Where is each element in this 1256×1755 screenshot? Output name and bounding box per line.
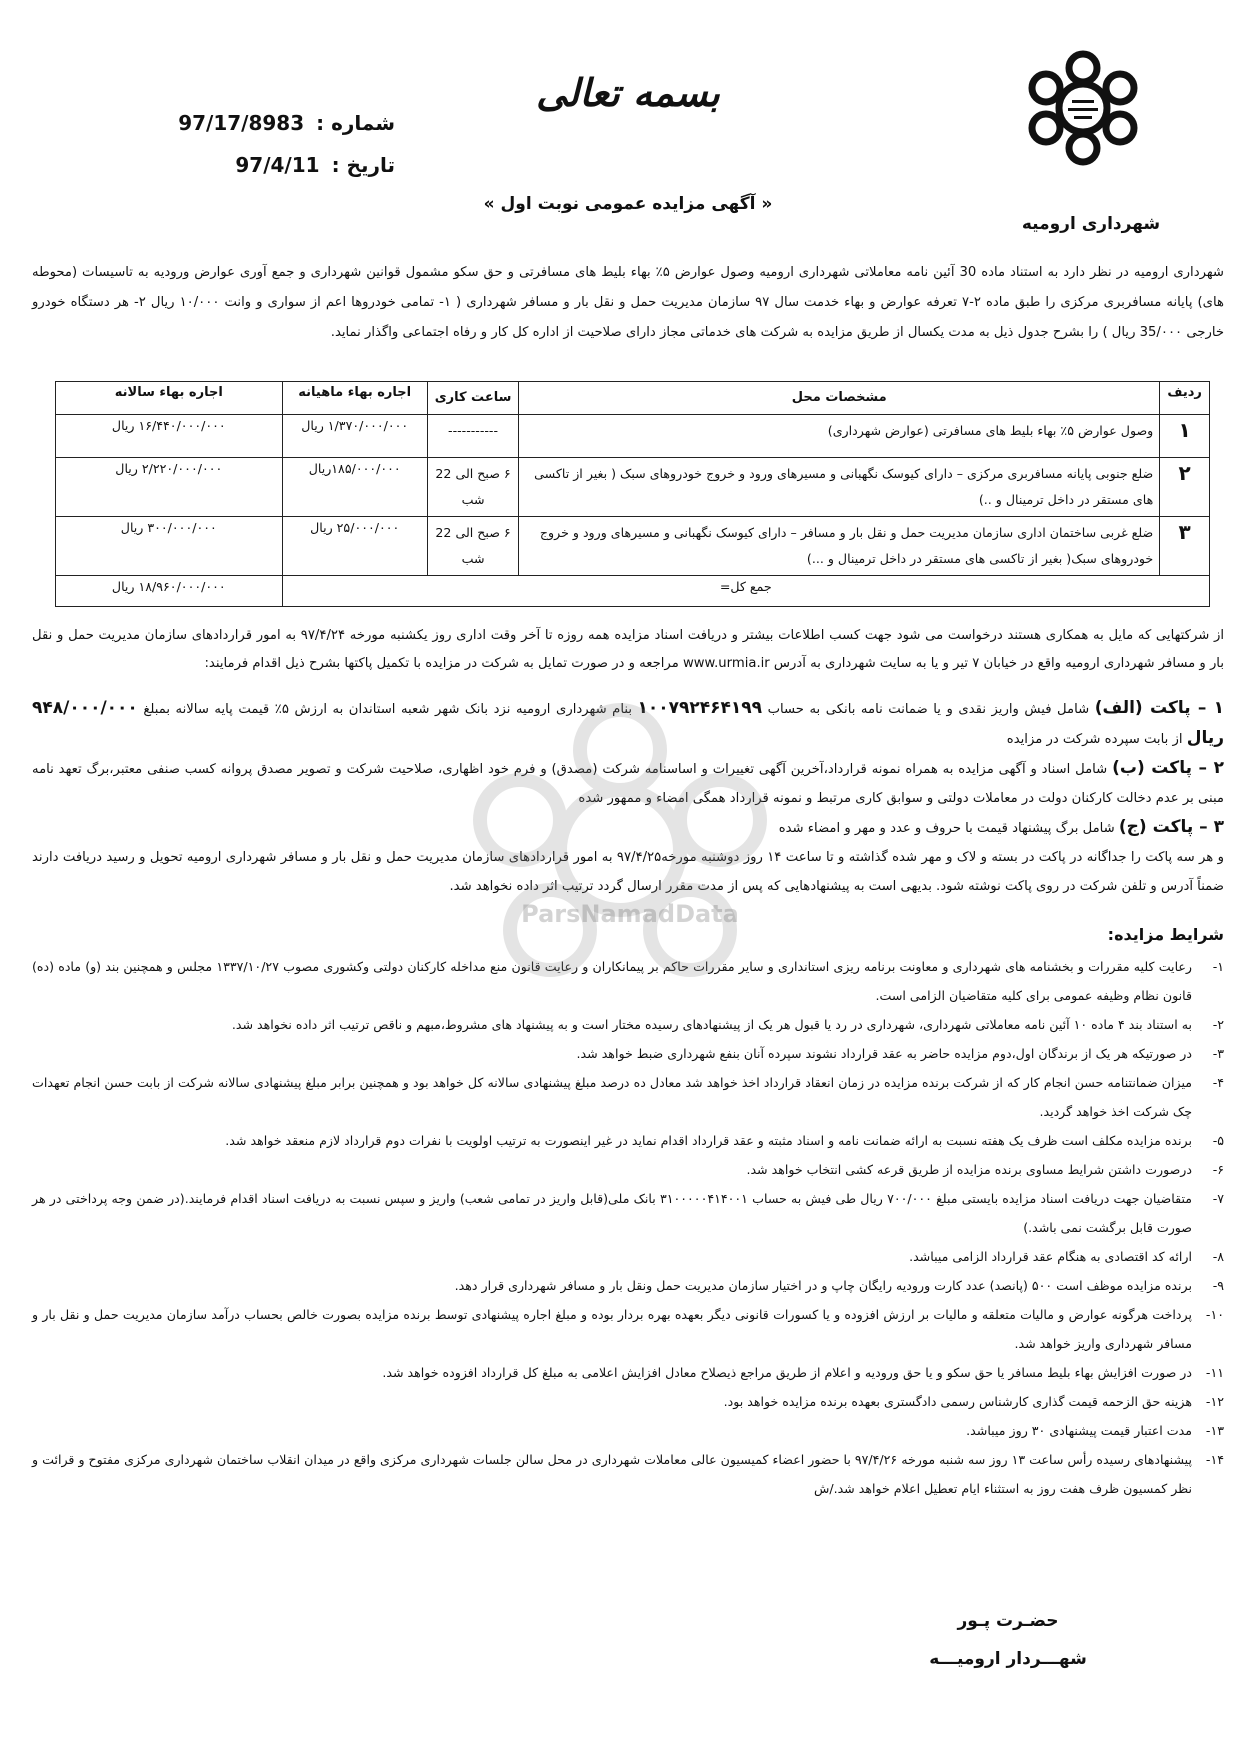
list-item [32,1242,1224,1271]
table-header-row [56,382,1210,415]
packet-c [32,813,1224,843]
item-text: پیشنهادهای رسیده رأس ساعت ۱۳ روز سه شنبه مورخه ۹۷/۴/۲۶ با حضور اعضاء کمیسیون عالی معاملات شهرداری در محل سالن جلسات شهرداری مرکزی واقع در میدان انقلاب ساختمان شهرداری مرکزی مفتوح و قرائت و نظر کمسیون ظرف هفت روز به استثناء ایام تعطیل اعلام خواهد شد./ش [32,1452,1192,1496]
invite-paragraph: از شرکتهایی که مایل به همکاری هستند درخواست می شود جهت کسب اطلاعات بیشتر و دریافت اسناد مزایده همه روزه تا آخر وقت اداری روز یکشنبه مورخه ۹۷/۴/۲۴ به امور قراردادهای سازمان مدیریت حمل و نقل بار و مسافر شهرداری ارومیه واقع در خیابان ۷ تیر و یا به سایت شهرداری به آدرس www.urmia.ir مراجعه و در صورت تمایل به شرکت در مزایده با تکمیل پاکتها بشرح ذیل اقدام فرمایند: [32,628,1224,671]
urmia-municipality-logo-icon [1028,48,1138,203]
item-num: ۱۲- [1205,1394,1224,1409]
row-monthly: ۲۵/۰۰۰/۰۰۰ ریال [282,517,427,576]
list-item [32,1445,1224,1503]
list-item [32,952,1224,1010]
signature-block [918,1602,1098,1678]
item-num: ۳- [1212,1046,1224,1061]
item-text: مدت اعتبار قیمت پیشنهادی ۳۰ روز میباشد. [966,1423,1192,1438]
watermark-text: ParsNamadData [521,900,739,928]
row-hours: ----------- [427,415,518,458]
item-num: ۱۳- [1205,1423,1224,1438]
list-item [32,1271,1224,1300]
conditions-title: شرایط مزایده: [1107,925,1224,944]
packet-b [32,754,1224,813]
list-item [32,1068,1224,1126]
packet-c-head: ۳ – پاکت (ج) [1118,817,1224,837]
row-monthly: ۱/۳۷۰/۰۰۰/۰۰۰ ریال [282,415,427,458]
item-num: ۹- [1212,1278,1224,1293]
item-num: ۸- [1212,1249,1224,1264]
row-desc: ضلع جنوبی پایانه مسافربری مرکزی – دارای کیوسک نگهبانی و مسیرهای ورود و خروج خودروهای سبک ( بغیر از تاکسی های مستقر در داخل ترمینال و ..) [519,458,1160,517]
list-item [32,1126,1224,1155]
row-num: ۲ [1160,458,1210,517]
item-text: به استناد بند ۴ ماده ۱۰ آئین نامه معاملاتی شهرداری، شهرداری در رد یا قبول هر یک از پیشنهادهای رسیده مختار است و به پیشنهاد های مشروط،مبهم و ناقص ترتیب اثر داده نخواهد شد. [231,1017,1192,1032]
table-row [56,458,1210,517]
item-text: هزینه حق الزحمه قیمت گذاری کارشناس رسمی دادگستری بعهده برنده مزایده خواهد بود. [723,1394,1192,1409]
item-num: ۲- [1212,1017,1224,1032]
intro-paragraph: شهرداری ارومیه در نظر دارد به استناد ماده 30 آئین نامه معاملاتی شهرداری ارومیه وصول عوارض ۵٪ بهاء بلیط های مسافرتی و حق سکو مشمول قوانین شهرداری و جمع آوری عوارض ورودیه به تاسیسات (محوطه های) پایانه مسافربری مرکزی را طبق ماده ۲-۷ تعرفه عوارض و بهاء خدمت سال ۹۷ سازمان مدیریت حمل و نقل بار و مسافر شهرداری ( ۱- تمامی خودروها اعم از سواری و وانت ۱۰/۰۰۰ ریال ۲- هر دستگاه خودرو خارجی 35/۰۰۰ ریال ) را بشرح جدول ذیل به مدت یکسال از طریق مزایده به شرکت های خدماتی مجاز دارای صلاحیت از اداره کل کار و رفاه اجتماعی واگذار نماید. [32,265,1224,340]
col-header-hours: ساعت کاری [427,382,518,415]
item-text: میزان ضمانتنامه حسن انجام کار که از شرکت برنده مزایده در زمان انعقاد قرارداد اخذ خواهد شد معادل ده درصد مبلغ پیشنهادی سالانه کل خواهد بود و همچنین برابر مبلغ پیشنهادی سالانه شرکت از بابت حسن انجام تعهدات چک شرکت اخذ خواهد گردید. [32,1075,1192,1119]
conditions-list [32,952,1224,1503]
item-text: رعایت کلیه مقررات و بخشنامه های شهرداری و معاونت برنامه ریزی استانداری و سایر مقررات حاکم بر پیمانکاران و رعایت قانون منع مداخله کارکنان دولتی وکشوری مصوب ۱۳۳۷/۱۰/۲۷ مجلس و همچنین بند (و) ماده (ده) قانون نظام وظیفه عمومی برای کلیه متقاضیان الزامی است. [32,959,1192,1003]
item-text: ارائه کد اقتصادی به هنگام عقد قرارداد الزامی میباشد. [909,1249,1192,1264]
packet-a-text-3: از بابت سپرده شرکت در مزایده [1006,732,1183,747]
packets-section [32,694,1224,901]
packet-b-head: ۲ – پاکت (ب) [1112,758,1224,778]
row-yearly: ۲/۲۲۰/۰۰۰/۰۰۰ ریال [56,458,283,517]
list-item [32,1387,1224,1416]
item-text: در صورتیکه هر یک از برندگان اول،دوم مزایده حاضر به عقد قرارداد نشوند سپرده آنان بنفع شهرداری ضبط خواهد شد. [576,1046,1192,1061]
packet-a-account: ۱۰۰۷۹۲۴۶۴۱۹۹ [637,698,763,718]
item-text: برنده مزایده موظف است ۵۰۰ (پانصد) عدد کارت ورودیه رایگان چاپ و در اختیار سازمان مدیریت حمل ونقل بار و مسافر شهرداری قرار دهد. [454,1278,1192,1293]
bismillah-heading: بسمه تعالی [536,70,720,115]
total-label: جمع کل= [282,576,1209,607]
packet-a [32,694,1224,754]
list-item [32,1358,1224,1387]
row-yearly: ۳۰۰/۰۰۰/۰۰۰ ریال [56,517,283,576]
org-name: شهرداری ارومیه [1021,214,1161,234]
item-text: متقاضیان جهت دریافت اسناد مزایده بایستی مبلغ ۷۰۰/۰۰۰ ریال طی فیش به حساب ۳۱۰۰۰۰۰۴۱۴۰۰۱ بانک ملی(قابل واریز در تمامی شعب) واریز و سپس نسبت به دریافت اسناد اقدام فرمایند.(در ضمن وجه پرداختی در هر صورت قابل برگشت نمی باشد.) [32,1191,1193,1235]
delivery-paragraph: و هر سه پاکت را جداگانه در پاکت در بسته و لاک و مهر شده گذاشته و تا ساعت ۱۴ روز دوشنبه مورخه۹۷/۴/۲۵ به امور قراردادهای سازمان مدیریت حمل و نقل بار و مسافر شهرداری ارومیه تحویل و رسید دریافت دارند ضمناً آدرس و تلفن شرکت در روی پاکت نوشته شود. بدیهی است به پیشنهادهایی که پس از مدت مقرر ارسال گردد ترتیب اثر داده نخواهد شد. [32,850,1225,894]
signatory-name: حضـرت پـور [957,1611,1059,1631]
row-desc: وصول عوارض ۵٪ بهاء بلیط های مسافرتی (عوارض شهرداری) [519,415,1160,458]
row-desc: ضلع غربی ساختمان اداری سازمان مدیریت حمل و نقل بار و مسافر – دارای کیوسک نگهبانی و مسیرهای ورود و خروج خودروهای سبک( بغیر از تاکسی های مستقر در داخل ترمینال و ...) [519,517,1160,576]
col-header-monthly: اجاره بهاء ماهیانه [282,382,427,415]
list-item [32,1155,1224,1184]
packet-b-text: شامل اسناد و آگهی مزایده به همراه نمونه قرارداد،آخرین آگهی تغییرات و اساسنامه شرکت (مصدق) و فرم خود اظهاری، صلاحیت شرکت و تصویر مصدق پروانه کسب صنفی معتبر،برگ تعهد نامه مبنی بر عدم دخالت کارکنان دولت در معاملات دولتی و سوابق کاری مرتبط و نمونه قرارداد همگی امضاء و ممهور شده [32,762,1224,806]
row-monthly: ۱۸۵/۰۰۰/۰۰۰ریال [282,458,427,517]
row-num: ۳ [1160,517,1210,576]
packet-a-text-2: بنام شهرداری ارومیه نزد بانک شهر شعبه استاندان به ارزش ۵٪ قیمت پایه سالانه بمبلغ [143,702,632,717]
packet-a-amount: ۹۴۸/۰۰۰/۰۰۰ ریال [32,698,1224,748]
total-value: ۱۸/۹۶۰/۰۰۰/۰۰۰ ریال [56,576,283,607]
list-item [32,1416,1224,1445]
ad-title: « آگهی مزایده عمومی نوبت اول » [483,194,773,214]
lots-table [55,381,1210,607]
date-label: تاریخ : [331,153,395,177]
row-hours: ۶ صبح الی 22 شب [427,458,518,517]
signatory-title: شهـــردار ارومیـــه [929,1649,1087,1669]
row-num: ۱ [1160,415,1210,458]
item-num: ۱- [1212,959,1224,974]
item-num: ۵- [1212,1133,1224,1148]
item-num: ۱۱- [1205,1365,1224,1380]
table-row [56,517,1210,576]
item-text: برنده مزایده مکلف است ظرف یک هفته نسبت به ارائه ضمانت نامه و اسناد مثبته و عقد قرارداد اقدام نماید در غیر اینصورت به ترتیب اولویت با نفرات دوم قرارداد لازم منعقد خواهد شد. [225,1133,1192,1148]
table-total-row [56,576,1210,607]
item-num: ۱۴- [1205,1452,1224,1467]
list-item [32,1039,1224,1068]
item-num: ۴- [1212,1075,1224,1090]
list-item [32,1300,1224,1358]
letter-meta [95,102,395,186]
item-text: پرداخت هرگونه عوارض و مالیات متعلقه و مالیات بر ارزش افزوده و یا کسورات قانونی دیگر بعهده بهره بردار بوده و مبلغ اجاره پیشنهادی توسط برنده مزایده بصورت خالص بحساب درآمد سازمان مدیریت حمل و نقل بار و مسافر شهرداری واریز خواهد شد. [32,1307,1192,1351]
row-hours: ۶ صبح الی 22 شب [427,517,518,576]
number-label: شماره : [316,111,395,135]
packet-a-text: شامل فیش واریز نقدی و یا ضمانت نامه بانکی به حساب [767,702,1090,717]
item-num: ۷- [1212,1191,1224,1206]
col-header-yearly: اجاره بهاء سالانه [56,382,283,415]
table-row [56,415,1210,458]
row-yearly: ۱۶/۴۴۰/۰۰۰/۰۰۰ ریال [56,415,283,458]
date-value: 97/4/11 [235,153,320,177]
number-value: 97/17/8983 [178,111,305,135]
item-num: ۶- [1212,1162,1224,1177]
packet-c-text: شامل برگ پیشنهاد قیمت با حروف و عدد و مهر و امضاء شده [778,821,1115,836]
item-num: ۱۰- [1205,1307,1224,1322]
list-item [32,1010,1224,1039]
item-text: درصورت داشتن شرایط مساوی برنده مزایده از طریق قرعه کشی انتخاب خواهد شد. [746,1162,1192,1177]
col-header-desc: مشخصات محل [519,382,1160,415]
col-header-num: ردیف [1160,382,1210,415]
item-text: در صورت افزایش بهاء بلیط مسافر یا حق سکو و یا حق ورودیه و اعلام از طریق مراجع ذیصلاح معادل افزایش اعلامی به مبلغ کل قرارداد افزوده خواهد شد. [382,1365,1192,1380]
packet-a-head: ۱ – پاکت (الف) [1094,698,1225,718]
list-item [32,1184,1224,1242]
